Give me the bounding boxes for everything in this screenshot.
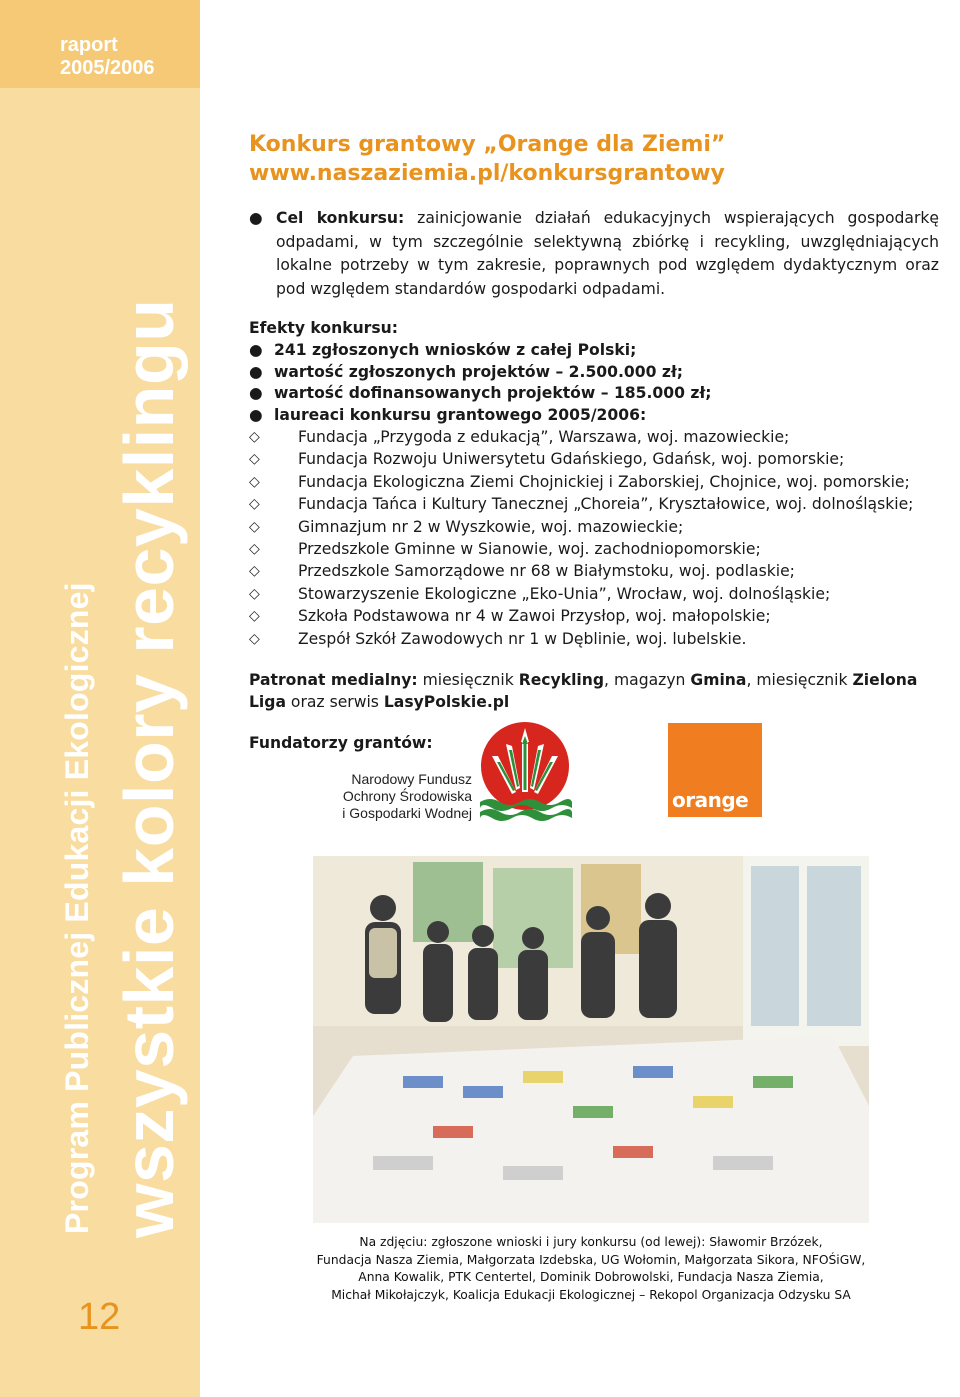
laureates-list bbox=[249, 426, 939, 650]
nfos-name bbox=[320, 771, 472, 822]
program-title-vertical: Program Publicznej Edukacji Ekologicznej bbox=[59, 582, 95, 1234]
effect-text: laureaci konkursu grantowego 2005/2006: bbox=[274, 405, 647, 424]
report-year: 2005/2006 bbox=[60, 57, 155, 79]
effects-list bbox=[249, 340, 939, 426]
list-item bbox=[249, 560, 939, 582]
diamond-bullet-icon: ◇ bbox=[249, 563, 260, 580]
list-item bbox=[249, 426, 939, 448]
laureate-text: Fundacja Ekologiczna Ziemi Chojnickiej i Zaborskiej, Chojnice, woj. pomorskie; bbox=[298, 472, 910, 491]
page-title: Konkurs grantowy „Orange dla Ziemi” bbox=[249, 132, 726, 157]
contest-goal bbox=[249, 207, 939, 301]
funders-title: Fundatorzy grantów: bbox=[249, 734, 433, 753]
goal-label: Cel konkursu: bbox=[276, 209, 405, 227]
diamond-bullet-icon: ◇ bbox=[249, 608, 260, 625]
diamond-bullet-icon: ◇ bbox=[249, 496, 260, 513]
goal-text: zainicjowanie działań edukacyjnych wspierających gospodarkę odpadami, w tym szczególnie selektywną zbiórkę i recykling, uwzględniających lokalne potrzeby w tym zakresie, poprawnych pod względem dydaktycznym oraz pod względem standardów gospodarki odpadami. bbox=[276, 209, 940, 298]
effects-title: Efekty konkursu: bbox=[249, 319, 398, 337]
laureate-text: Fundacja „Przygoda z edukacją”, Warszawa, woj. mazowieckie; bbox=[298, 428, 790, 446]
nfos-name-line: Ochrony Środowiska bbox=[342, 788, 472, 804]
caption-line: Michał Mikołajczyk, Koalicja Edukacji Ekologicznej – Rekopol Organizacja Odzysku SA bbox=[331, 1287, 851, 1302]
campaign-title-vertical: wszystkie kolory recyklingu bbox=[110, 298, 188, 1238]
page-number: 12 bbox=[78, 1296, 121, 1338]
bullet-icon: ● bbox=[249, 405, 263, 424]
diamond-bullet-icon: ◇ bbox=[249, 630, 260, 647]
photo-caption bbox=[313, 1234, 869, 1304]
bullet-icon: ● bbox=[249, 341, 263, 359]
bullet-icon: ● bbox=[249, 362, 263, 381]
patron-media: Recykling bbox=[518, 671, 605, 690]
laureate-text: Zespół Szkół Zawodowych nr 1 w Dęblinie, woj. lubelskie. bbox=[298, 629, 747, 648]
caption-line: Na zdjęciu: zgłoszone wnioski i jury konkursu (od lewej): Sławomir Brzózek, bbox=[359, 1235, 823, 1249]
list-item bbox=[249, 516, 939, 538]
caption-line: Anna Kowalik, PTK Centertel, Dominik Dobrowolski, Fundacja Nasza Ziemia, bbox=[358, 1270, 824, 1284]
patron-label: Patronat medialny: bbox=[249, 671, 418, 690]
report-label-word: raport bbox=[60, 34, 118, 56]
list-item bbox=[249, 362, 939, 384]
effect-text: wartość zgłoszonych projektów – 2.500.000 zł; bbox=[274, 362, 684, 381]
jury-photo bbox=[313, 856, 869, 1223]
nfos-name-line: Narodowy Fundusz bbox=[351, 771, 472, 787]
patron-text: , miesięcznik bbox=[746, 671, 853, 690]
nfos-name-line: i Gospodarki Wodnej bbox=[342, 805, 472, 821]
list-item bbox=[249, 448, 939, 470]
list-item bbox=[249, 628, 939, 650]
patron-text: oraz serwis bbox=[285, 693, 384, 712]
patron-media: LasyPolskie.pl bbox=[383, 693, 510, 712]
bullet-icon: ● bbox=[249, 209, 263, 227]
list-item bbox=[249, 383, 939, 405]
list-item bbox=[249, 340, 939, 362]
laureate-text: Stowarzyszenie Ekologiczne „Eko-Unia”, Wrocław, woj. dolnośląskie; bbox=[298, 584, 831, 603]
list-item bbox=[249, 493, 939, 515]
diamond-bullet-icon: ◇ bbox=[249, 451, 260, 468]
report-label bbox=[60, 34, 155, 80]
diamond-bullet-icon: ◇ bbox=[249, 429, 260, 445]
effect-text: wartość dofinansowanych projektów – 185.000 zł; bbox=[274, 384, 712, 402]
laureate-text: Fundacja Rozwoju Uniwersytetu Gdańskiego, Gdańsk, woj. pomorskie; bbox=[298, 450, 845, 469]
orange-logo-icon bbox=[668, 723, 762, 817]
laureate-text: Przedszkole Samorządowe nr 68 w Białymstoku, woj. podlaskie; bbox=[298, 562, 795, 581]
contest-url[interactable]: www.naszaziemia.pl/konkursgrantowy bbox=[249, 161, 725, 186]
laureate-text: Fundacja Tańca i Kultury Tanecznej „Choreia”, Kryształowice, woj. dolnośląskie; bbox=[298, 495, 914, 514]
laureate-text: Szkoła Podstawowa nr 4 w Zawoi Przysłop, woj. małopolskie; bbox=[298, 607, 771, 626]
laureate-text: Gimnazjum nr 2 w Wyszkowie, woj. mazowieckie; bbox=[298, 517, 684, 536]
main-content bbox=[249, 130, 939, 754]
list-item bbox=[249, 538, 939, 560]
nfos-logo-icon bbox=[476, 722, 574, 822]
patron-media: Zielona Liga bbox=[249, 671, 918, 712]
bullet-icon: ● bbox=[249, 384, 263, 402]
list-item bbox=[249, 605, 939, 627]
patron-media: Gmina bbox=[690, 671, 747, 690]
diamond-bullet-icon: ◇ bbox=[249, 473, 260, 490]
diamond-bullet-icon: ◇ bbox=[249, 585, 260, 602]
list-item bbox=[249, 405, 939, 427]
effect-text: 241 zgłoszonych wniosków z całej Polski; bbox=[274, 341, 637, 359]
sidebar bbox=[0, 0, 200, 1397]
list-item bbox=[249, 583, 939, 605]
orange-logo-text: orange bbox=[672, 788, 749, 812]
patron-text: , magazyn bbox=[604, 671, 691, 690]
diamond-bullet-icon: ◇ bbox=[249, 518, 260, 535]
laureate-text: Przedszkole Gminne w Sianowie, woj. zachodniopomorskie; bbox=[298, 540, 761, 559]
caption-line: Fundacja Nasza Ziemia, Małgorzata Izdebska, UG Wołomin, Małgorzata Sikora, NFOŚiGW, bbox=[316, 1252, 866, 1267]
patron-text: miesięcznik bbox=[417, 671, 519, 690]
list-item bbox=[249, 471, 939, 493]
diamond-bullet-icon: ◇ bbox=[249, 541, 260, 558]
media-patronage bbox=[249, 669, 939, 713]
